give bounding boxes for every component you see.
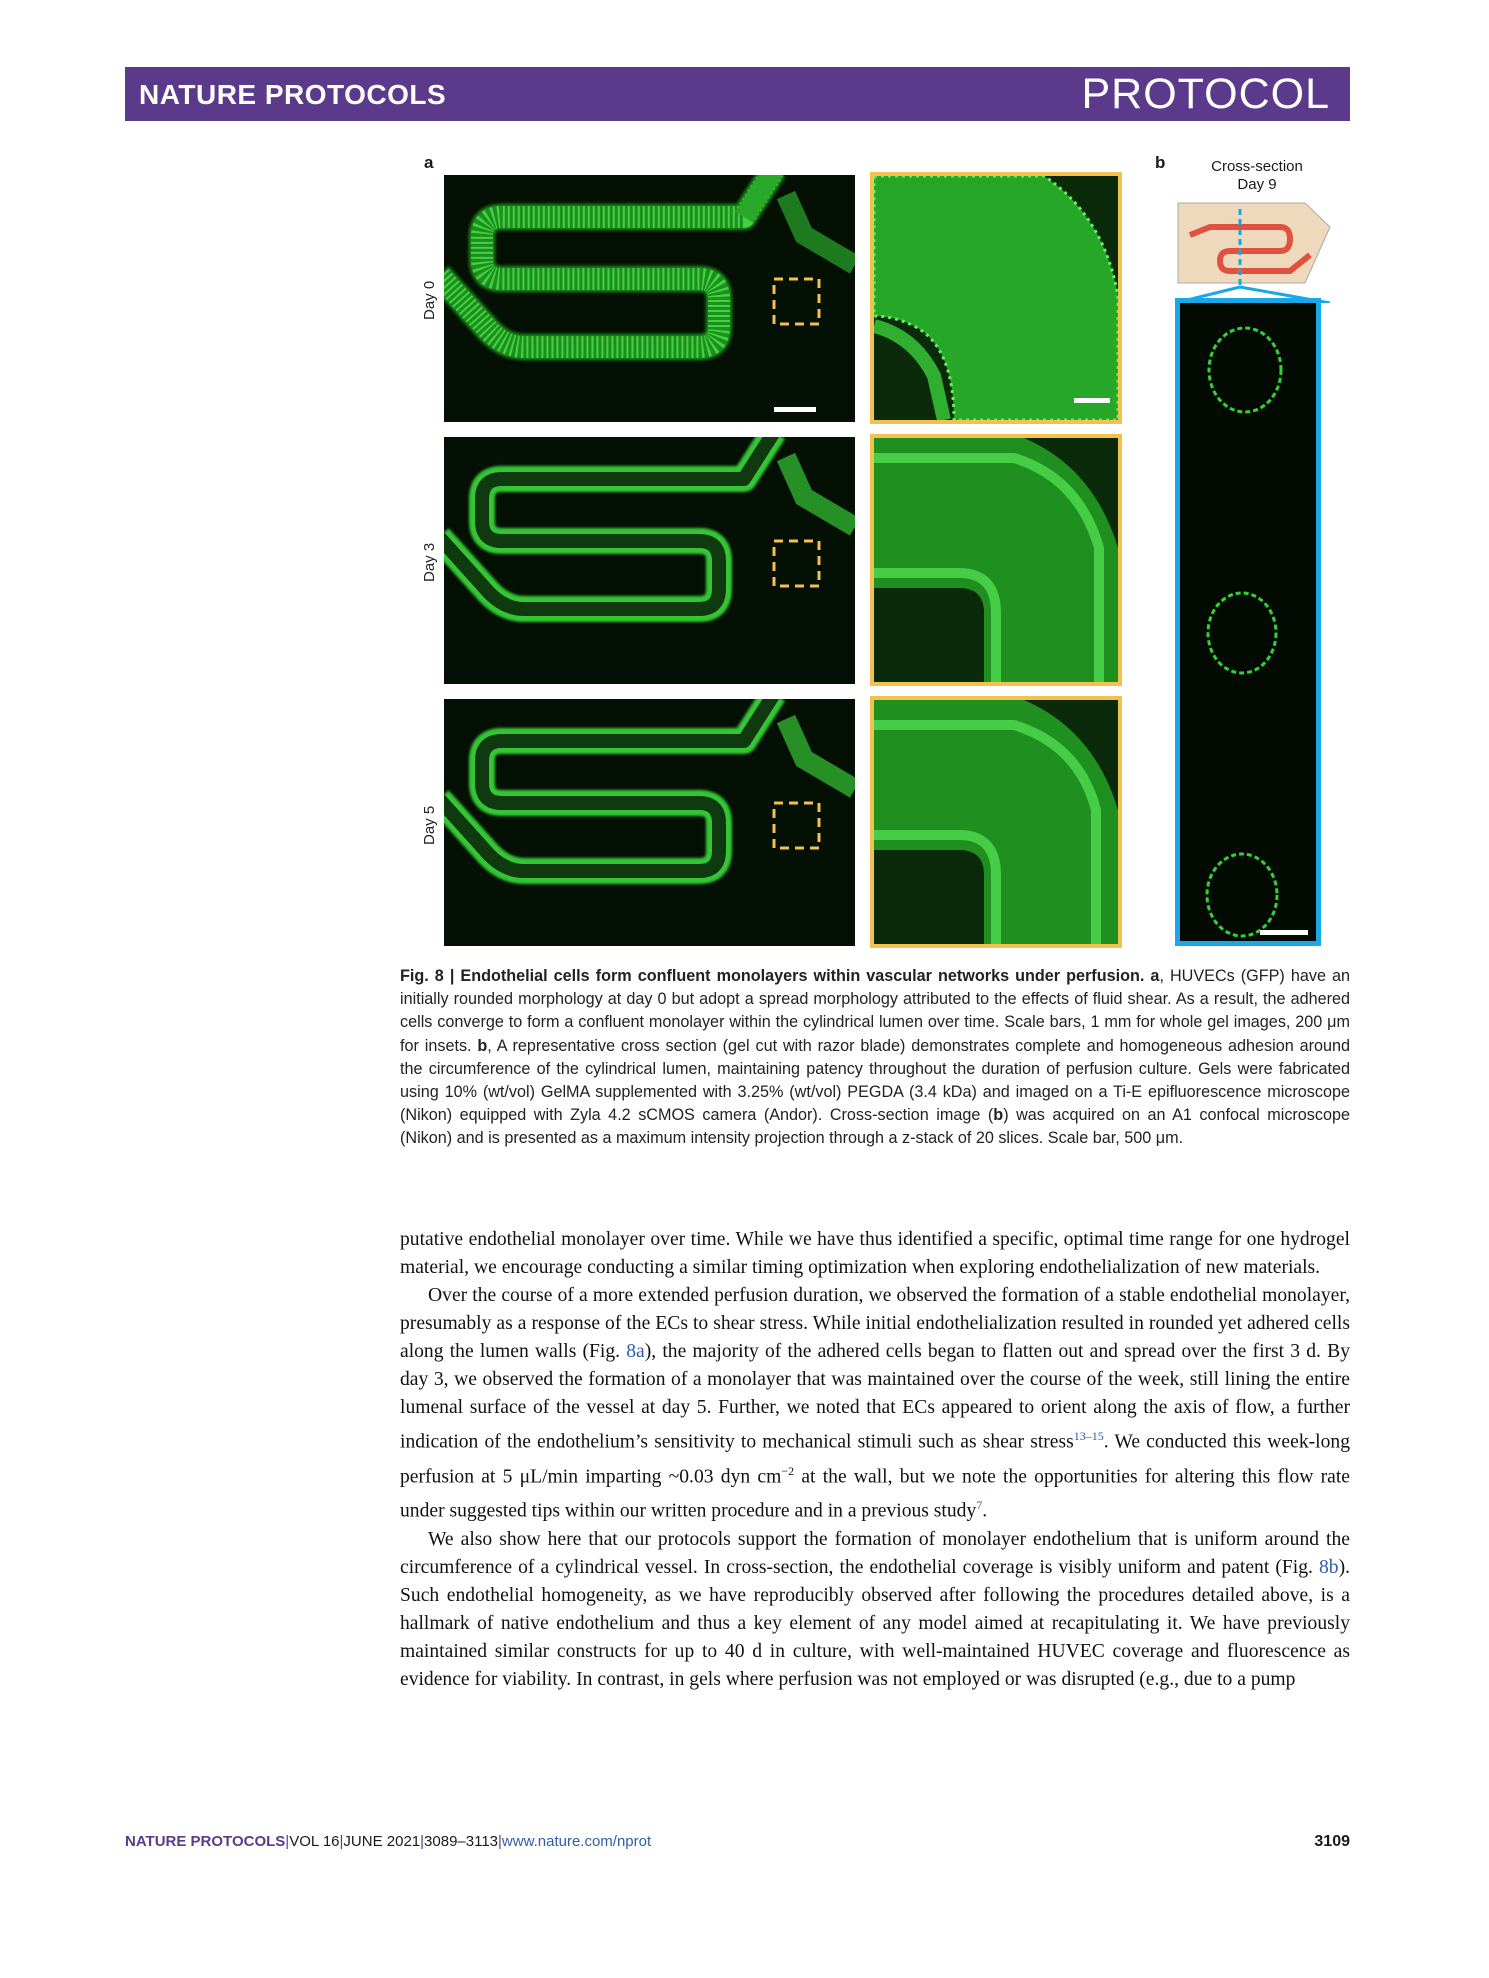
paragraph-2-text-c: . We conducted this week-long perfusion at 5 μL/min imparting ~0.03 dyn cm	[400, 1431, 1350, 1488]
caption-b-label: b	[477, 1036, 488, 1055]
gel-image-day-3	[444, 437, 855, 684]
paragraph-2	[400, 1282, 1350, 1526]
page-number: 3109	[1314, 1833, 1350, 1850]
footer-volume: VOL 16	[289, 1833, 340, 1850]
cross-section-day: Day 9	[1237, 176, 1277, 193]
figure-caption	[400, 965, 1350, 1151]
paragraph-3-text-b: ). Such endothelial homogeneity, as we have reproducibly observed after following the procedures detailed above, is a hallmark of native endothelium and thus a key element of any model aimed at recapitulating it. We have previously maintained similar constructs for up to 40 d in culture, with well-maintained HUVEC coverage and fluorescence as evidence for viability. In contrast, in gels where perfusion was not employed or was disrupted (e.g., due to a pump	[400, 1556, 1350, 1690]
paragraph-2-text-a: Over the course of a more extended perfusion duration, we observed the formation of a stable endothelial monolayer, presumably as a response of the ECs to shear stress. While initial endothelialization resulted in rounded yet adhered cells along the lumen walls (Fig.	[400, 1285, 1350, 1362]
journal-header	[125, 67, 1350, 121]
caption-b-label-2: b	[993, 1106, 1004, 1125]
row-label-day-5: Day 5	[421, 805, 438, 845]
panel-b-label: b	[1155, 153, 1166, 172]
inset-image-day-3	[870, 434, 1122, 686]
footer-pages: 3089–3113	[424, 1833, 499, 1850]
footer-date: JUNE 2021	[343, 1833, 421, 1850]
chip-schematic	[1170, 195, 1335, 303]
exponent: −2	[781, 1463, 795, 1478]
paragraph-3	[400, 1526, 1350, 1694]
inset-image-day-5	[870, 696, 1122, 948]
gel-image-day-5	[444, 699, 855, 946]
caption-title: Fig. 8 | Endothelial cells form confluent monolayers within vascular networks under perfusion.	[400, 967, 1145, 985]
footer-url[interactable]: www.nature.com/nprot	[501, 1833, 652, 1850]
cross-section-image	[1175, 298, 1321, 946]
paragraph-3-text-a: We also show here that our protocols support the formation of monolayer endothelium that is uniform around the circumference of a cylindrical vessel. In cross-section, the endothelial coverage is visibly uniform and patent (Fig.	[400, 1528, 1350, 1578]
citation-7[interactable]: 7	[976, 1498, 983, 1513]
paragraph-2-text-b: ), the majority of the adhered cells began to flatten out and spread over the first 3 d. By day 3, we observed the formation of a monolayer that was maintained over the course of the week, still lining the entire lumenal surface of the vessel at day 5. Further, we noted that ECs appeared to orient along the axis of flow, a further indication of the endothelium’s sensitivity to mechanical stimuli such as shear stress	[400, 1341, 1350, 1453]
panel-a-label: a	[424, 153, 434, 172]
cross-section-title: Cross-section	[1211, 158, 1303, 175]
footer-sep: |	[339, 1833, 344, 1850]
paragraph-2-text-e: .	[982, 1500, 988, 1522]
caption-b-text-2: ) was acquired on an A1 confocal microscope (Nikon) and is presented as a maximum intensity projection through a z-stack of 20 slices. Scale bar, 500 μm.	[400, 1106, 1350, 1148]
fig-ref-8b[interactable]: 8b	[1318, 1556, 1339, 1578]
citation-13-15[interactable]: 13–15	[1073, 1429, 1104, 1443]
paragraph-1: putative endothelial monolayer over time. While we have thus identified a specific, optimal time range for one hydrogel material, we encourage conducting a similar timing optimization when exploring endothelialization of new materials.	[400, 1229, 1350, 1278]
row-label-day-3: Day 3	[421, 542, 438, 582]
caption-a-label: a	[1150, 967, 1160, 985]
journal-name: NATURE PROTOCOLS	[139, 79, 447, 110]
body-text	[400, 1226, 1350, 1694]
footer-sep: |	[498, 1833, 502, 1850]
cross-section-heading	[1182, 158, 1332, 194]
paragraph-2-text-d: at the wall, but we note the opportunities for altering this flow rate under suggested tips within our written procedure and in a previous study	[400, 1466, 1350, 1522]
footer-journal: NATURE PROTOCOLS	[125, 1833, 286, 1850]
article-type: PROTOCOL	[1081, 70, 1330, 118]
caption-b-text: , A representative cross section (gel cut with razor blade) demonstrates complete and homogeneous adhesion around the circumference of the cylindrical lumen, maintaining patency throughout the duration of perfusion culture. Gels were fabricated using 10% (wt/vol) GelMA supplemented with 3.25% (wt/vol) PEGDA (3.4 kDa) and imaged on a Ti-E epifluorescence microscope (Nikon) equipped with Zyla 4.2 sCMOS camera (Andor). Cross-section image (	[400, 1036, 1350, 1125]
footer-sep: |	[285, 1833, 290, 1850]
inset-image-day-0	[870, 172, 1122, 424]
gel-image-day-0	[444, 175, 855, 422]
row-label-day-0: Day 0	[421, 280, 438, 320]
footer-sep: |	[420, 1833, 425, 1850]
fig-ref-8a[interactable]: 8a	[626, 1341, 645, 1362]
page-footer	[125, 1833, 1350, 1850]
caption-a-text: , HUVECs (GFP) have an initially rounded morphology at day 0 but adopt a spread morphology attributed to the effects of fluid shear. As a result, the adhered cells converge to form a confluent monolayer within the cylindrical lumen over time. Scale bars, 1 mm for whole gel images, 200 μm for insets.	[400, 967, 1350, 1055]
